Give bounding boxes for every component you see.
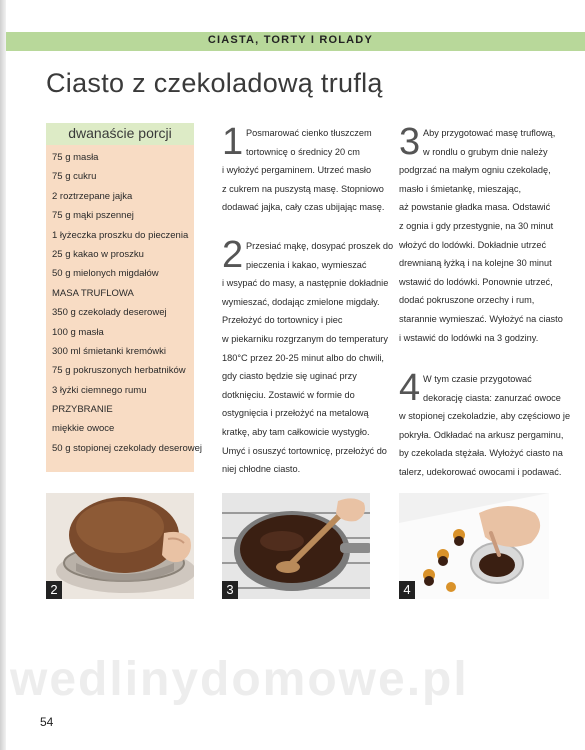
step-line: tortownicę o średnicy 20 cm xyxy=(246,146,360,157)
ingredient-item: 3 łyżki ciemnego rumu xyxy=(52,384,147,396)
ingredients-heading-bar xyxy=(46,123,194,145)
cake-photo-illustration xyxy=(46,493,194,599)
step-line: z ognia i gdy przestygnie, na 30 minut xyxy=(399,220,554,231)
step-line: wstawić do lodówki. Ponownie utrzeć, xyxy=(399,276,553,287)
step-line: dodać pokruszone orzechy i rum, xyxy=(399,295,535,306)
watermark-text: wedlinydomowe.pl xyxy=(10,653,469,706)
ingredient-item: 2 roztrzepane jajka xyxy=(52,190,133,202)
step-line: wymieszać, dodając zmielone migdały. xyxy=(222,296,380,307)
step-line: dodawać jajka, cały czas ubijając masę. xyxy=(222,202,385,213)
step-line: pokryła. Odkładać na arkusz pergaminu, xyxy=(399,429,564,440)
step-line: podgrzać na małym ogniu czekoladę, xyxy=(399,165,551,176)
section-title: CIASTA, TORTY I ROLADY xyxy=(207,34,373,46)
ingredient-subheading: PRZYBRANIE xyxy=(52,404,113,416)
ingredient-item: 75 g masła xyxy=(52,152,99,163)
step-text xyxy=(222,234,394,479)
step-line: dotknięciu. Zostawić w formie do xyxy=(222,389,355,400)
step-line: Umyć i osuszyć tortownicę, przełożyć do xyxy=(222,445,387,456)
step-line: i wsypać do masy, a następnie dokładnie xyxy=(222,278,389,289)
step-line: masło i śmietankę, mieszając, xyxy=(399,183,522,194)
saucepan-photo-illustration xyxy=(222,493,370,599)
ingredients-list xyxy=(52,152,202,462)
photo-badge: 4 xyxy=(399,581,415,599)
ingredient-item: 1 łyżeczka proszku do pieczenia xyxy=(52,229,189,241)
step-line: gdy ciasto będzie się uginać przy xyxy=(222,371,357,382)
ingredient-item: 100 g masła xyxy=(52,326,104,338)
step-text xyxy=(399,121,563,347)
step-line: i wstawić do lodówki na 3 godziny. xyxy=(399,332,539,343)
step-line: Posmarować cienko tłuszczem xyxy=(246,128,372,138)
step-line: starannie wymieszać. Wyłożyć na ciasto xyxy=(399,313,563,324)
step-line: w piekarniku rozgrzanym do temperatury xyxy=(222,333,388,344)
ingredient-subheading: MASA TRUFLOWA xyxy=(52,287,134,299)
step-4 xyxy=(399,367,571,482)
step-2 xyxy=(222,234,394,479)
ingredients-box xyxy=(46,123,202,472)
fruit-photo-illustration xyxy=(399,493,549,599)
ingredient-item: 75 g mąki pszennej xyxy=(52,210,134,222)
step-line: kratkę, aby tam całkowicie wystygło. xyxy=(222,426,370,437)
step-line: drewnianą łyżką i na kolejne 30 minut xyxy=(399,258,552,269)
photo-badge: 3 xyxy=(222,581,238,599)
page-title: Ciasto z czekoladową truflą xyxy=(46,68,383,98)
step-line: talerz, udekorować owocami i podawać. xyxy=(399,466,562,477)
step-line: Przesiać mąkę, dosypać proszek do xyxy=(246,241,394,251)
section-header-bar xyxy=(6,32,585,51)
step-number: 2 xyxy=(222,234,244,276)
step-line: ostygnięcia i przełożyć na metalową xyxy=(222,408,369,419)
ingredient-item: 50 g mielonych migdałów xyxy=(52,268,159,280)
step-3 xyxy=(399,121,563,347)
step-line: niej chłodne ciasto. xyxy=(222,464,301,475)
step-line: aż powstanie gładka masa. Odstawić xyxy=(399,202,551,213)
page-number: 54 xyxy=(40,715,54,729)
ingredient-item: 350 g czekolady deserowej xyxy=(52,307,167,319)
servings-heading: dwanaście porcji xyxy=(68,125,172,141)
ingredient-item: 25 g kakao w proszku xyxy=(52,248,144,260)
step-line: Przełożyć do tortownicy i piec xyxy=(222,315,343,326)
step-line: z cukrem na puszystą masę. Stopniowo xyxy=(222,183,384,194)
step-number: 1 xyxy=(222,121,244,163)
page-edge xyxy=(0,0,6,750)
step-line: w rondlu o grubym dnie należy xyxy=(423,146,548,157)
ingredient-item: 75 g cukru xyxy=(52,171,97,183)
step-line: włożyć do lodówki. Dokładnie utrzeć xyxy=(399,239,547,250)
photo-step-2 xyxy=(46,493,194,599)
step-line: by czekolada stężała. Wyłożyć ciasto na xyxy=(399,448,563,459)
step-line: 180°C przez 20-25 minut albo do chwili, xyxy=(222,352,384,363)
photo-badge: 2 xyxy=(46,581,62,599)
step-number: 3 xyxy=(399,121,421,163)
step-line: i wyłożyć pergaminem. Utrzeć masło xyxy=(222,165,372,176)
step-line: w stopionej czekoladzie, aby częściowo je xyxy=(399,411,571,422)
step-line: Aby przygotować masę truflową, xyxy=(423,128,556,138)
photo-step-4 xyxy=(399,493,549,599)
ingredient-item: 50 g stopionej czekolady deserowej xyxy=(52,442,202,454)
step-line: dekorację ciasta: zanurzać owoce xyxy=(423,392,561,403)
ingredient-item: 75 g pokruszonych herbatników xyxy=(52,365,186,377)
step-1 xyxy=(222,121,385,217)
step-text xyxy=(399,367,571,482)
step-number: 4 xyxy=(399,367,421,409)
ingredient-item: miękkie owoce xyxy=(52,423,115,435)
step-line: W tym czasie przygotować xyxy=(423,374,532,384)
ingredient-item: 300 ml śmietanki kremówki xyxy=(52,345,167,357)
step-line: pieczenia i kakao, wymieszać xyxy=(246,259,367,270)
photo-step-3 xyxy=(222,493,370,599)
step-text xyxy=(222,121,385,217)
